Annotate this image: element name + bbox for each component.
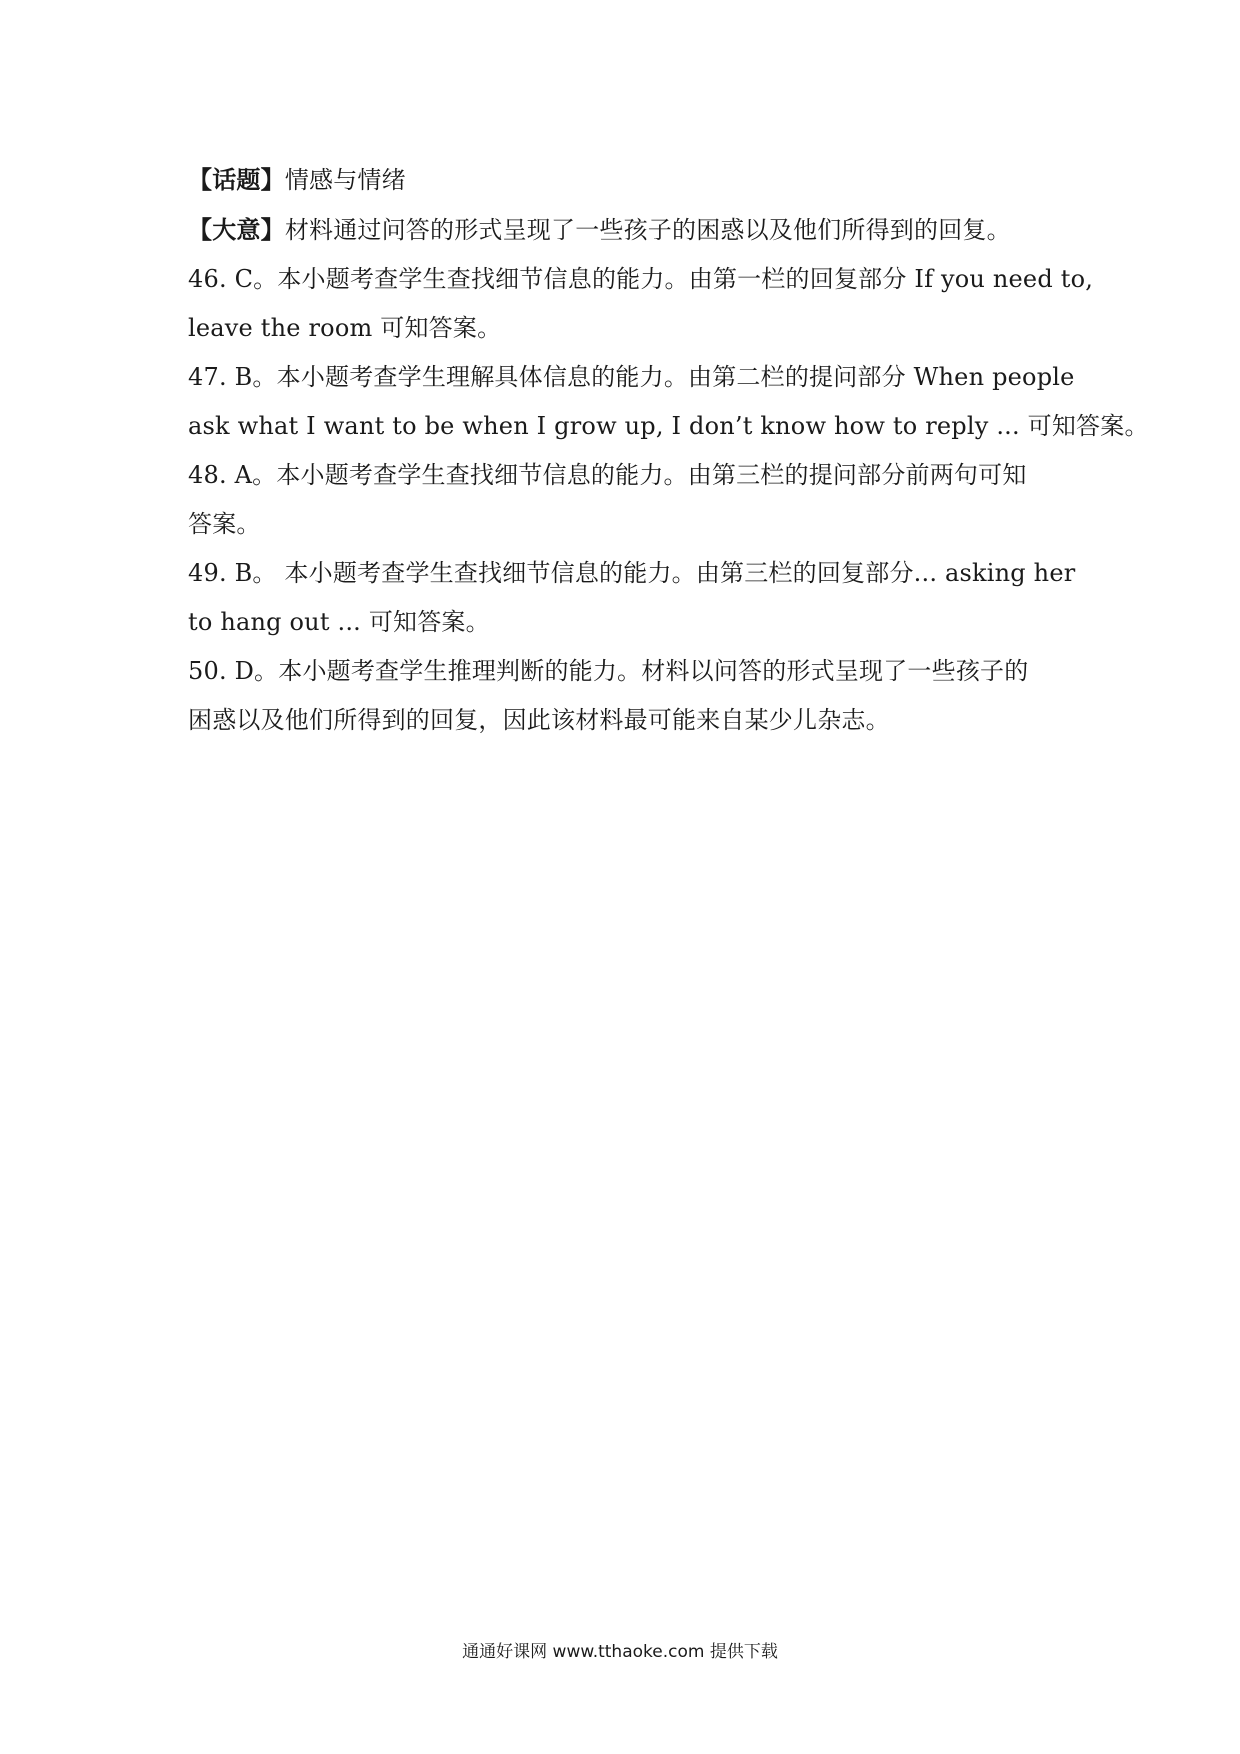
answer-46: [188, 255, 1094, 353]
answer-line: 困惑以及他们所得到的回复，因此该材料最可能来自某少儿杂志。: [188, 706, 890, 734]
answer-line: leave the room 可知答案。: [188, 314, 502, 342]
summary-text: 材料通过问答的形式呈现了一些孩子的困惑以及他们所得到的回复。: [284, 216, 1011, 244]
topic-label: 【话题】: [188, 165, 285, 194]
answer-line: 48. A。本小题考查学生查找细节信息的能力。由第三栏的提问部分前两句可知: [188, 461, 1027, 489]
summary-line: [188, 205, 1068, 255]
answer-50: [188, 647, 1068, 745]
answer-line: 46. C。本小题考查学生查找细节信息的能力。由第一栏的回复部分 If you need to,: [188, 265, 1094, 293]
answer-line: 49. B。 本小题考查学生查找细节信息的能力。由第三栏的回复部分... asking her: [188, 559, 1076, 587]
answer-line: 47. B。本小题考查学生理解具体信息的能力。由第二栏的提问部分 When people: [188, 363, 1075, 391]
answer-line: 答案。: [188, 510, 261, 538]
page-footer: 通通好课网 www.tthaoke.com 提供下载: [462, 1642, 778, 1662]
answer-line: 50. D。本小题考查学生推理判断的能力。材料以问答的形式呈现了一些孩子的: [188, 657, 1029, 685]
summary-label: 【大意】: [188, 215, 285, 244]
answer-47: [188, 353, 1149, 451]
answer-line: to hang out ... 可知答案。: [188, 608, 490, 636]
answer-48: [188, 451, 1068, 549]
topic-text: 情感与情绪: [284, 166, 406, 194]
answer-explanation: [188, 155, 1149, 745]
answer-49: [188, 549, 1076, 647]
answer-line: ask what I want to be when I grow up, I don’t know how to reply ... 可知答案。: [188, 412, 1149, 440]
topic-line: [188, 155, 1068, 205]
